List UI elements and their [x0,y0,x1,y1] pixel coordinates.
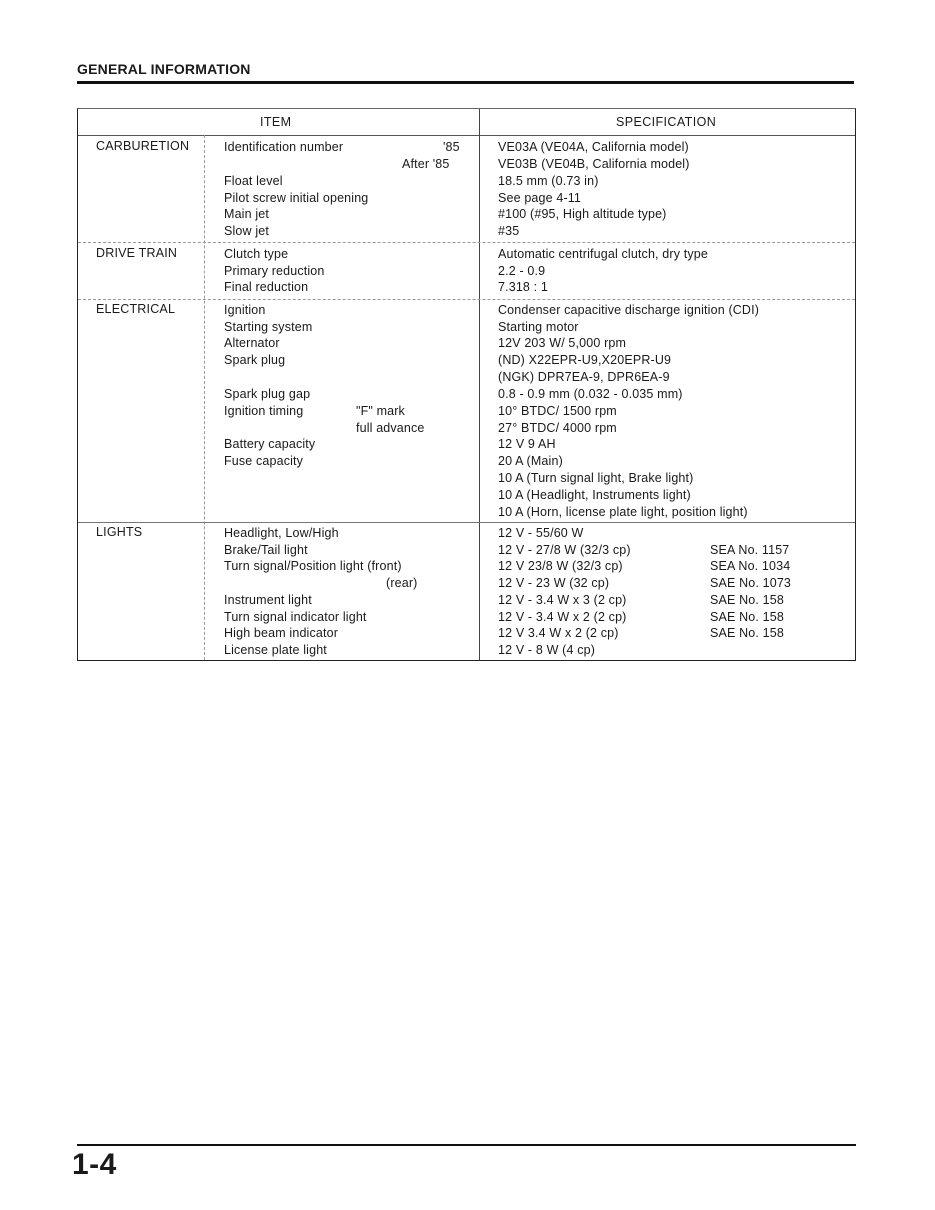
spec-value: 12 V 3.4 W x 2 (2 cp) [498,626,619,640]
table-row [78,224,855,241]
item-label: Main jet [224,207,269,221]
spec-value: (ND) X22EPR-U9,X20EPR-U9 [498,353,672,367]
table-row [78,336,855,353]
page-title: GENERAL INFORMATION [77,61,251,77]
column-header-item: ITEM [260,115,292,129]
item-label: Primary reduction [224,264,325,278]
table-row [78,610,855,627]
item-label: Instrument light [224,593,312,607]
spec-value: 12 V 23/8 W (32/3 cp) [498,559,623,573]
spec-value: 10 A (Turn signal light, Brake light) [498,471,694,485]
spec-value: 10° BTDC/ 1500 rpm [498,404,617,418]
spec-value: 7.318 : 1 [498,280,549,294]
item-label: Turn signal/Position light (front) [224,559,402,573]
spec-value: 18.5 mm (0.73 in) [498,174,599,188]
table-row [78,303,855,320]
footer-rule [77,1144,856,1146]
spec-value: 12 V - 3.4 W x 2 (2 cp) [498,610,627,624]
category-label: LIGHTS [96,525,143,539]
table-row [78,505,855,522]
spec-value: 12 V - 8 W (4 cp) [498,643,596,657]
spec-value: 12V 203 W/ 5,000 rpm [498,336,627,350]
table-row [78,353,855,370]
table-row [78,207,855,224]
table-row [78,437,855,454]
table-row [78,488,855,505]
table-row [78,454,855,471]
spec-value: 10 A (Headlight, Instruments light) [498,488,691,502]
table-row [78,280,855,297]
spec-reference: SEA No. 1157 [710,543,790,557]
spec-value: 10 A (Horn, license plate light, position light) [498,505,748,519]
table-row [78,191,855,208]
table-row [78,174,855,191]
item-label: High beam indicator [224,626,339,640]
table-row [78,421,855,438]
spec-reference: SEA No. 1034 [710,559,791,573]
item-label: Slow jet [224,224,269,238]
spec-value: (NGK) DPR7EA-9, DPR6EA-9 [498,370,670,384]
table-row [78,576,855,593]
table-row [78,140,855,157]
table-row [78,387,855,404]
table-row [78,471,855,488]
spec-value: 12 V - 27/8 W (32/3 cp) [498,543,631,557]
item-sub-label: full advance [356,421,425,435]
table-row [78,643,855,660]
item-label: Identification number [224,140,344,154]
item-label: Starting system [224,320,313,334]
item-label: Spark plug gap [224,387,311,401]
table-row [78,404,855,421]
spec-value: 0.8 - 0.9 mm (0.032 - 0.035 mm) [498,387,683,401]
spec-value: VE03A (VE04A, California model) [498,140,689,154]
category-label: ELECTRICAL [96,302,176,316]
spec-value: #100 (#95, High altitude type) [498,207,667,221]
column-header-specification: SPECIFICATION [616,115,717,129]
item-label: Battery capacity [224,437,316,451]
item-label: Spark plug [224,353,286,367]
spec-value: Starting motor [498,320,579,334]
item-label: Pilot screw initial opening [224,191,369,205]
table-row [78,157,855,174]
item-label: Float level [224,174,283,188]
item-label: Alternator [224,336,280,350]
page-number: 1-4 [72,1148,117,1181]
item-label: Ignition [224,303,266,317]
table-row [78,526,855,543]
spec-value: Condenser capacitive discharge ignition (CDI) [498,303,760,317]
spec-value: 12 V - 3.4 W x 3 (2 cp) [498,593,627,607]
table-row [78,543,855,560]
spec-value: VE03B (VE04B, California model) [498,157,690,171]
item-label: Fuse capacity [224,454,304,468]
group-divider [78,242,855,243]
item-sub-label: "F" mark [356,404,405,418]
spec-value: 12 V - 55/60 W [498,526,584,540]
spec-value: 27° BTDC/ 4000 rpm [498,421,617,435]
item-sub-label: (rear) [386,576,418,590]
spec-reference: SAE No. 158 [710,610,784,624]
item-label: Headlight, Low/High [224,526,339,540]
item-label: Ignition timing [224,404,304,418]
spec-value: 20 A (Main) [498,454,563,468]
spec-value: Automatic centrifugal clutch, dry type [498,247,708,261]
table-row [78,626,855,643]
table-row [78,593,855,610]
spec-value: #35 [498,224,520,238]
group-divider [78,299,855,300]
item-sub-label: After '85 [402,157,450,171]
item-label: Clutch type [224,247,289,261]
specification-table [77,108,856,661]
spec-reference: SAE No. 1073 [710,576,792,590]
item-sub-label: '85 [443,140,460,154]
table-row [78,370,855,387]
spec-reference: SAE No. 158 [710,593,784,607]
table-header [78,109,855,136]
item-label: License plate light [224,643,327,657]
header-rule [77,81,854,84]
spec-value: 12 V - 23 W (32 cp) [498,576,610,590]
item-label: Final reduction [224,280,309,294]
table-row [78,247,855,264]
spec-value: See page 4-11 [498,191,582,205]
category-label: DRIVE TRAIN [96,246,178,260]
spec-value: 2.2 - 0.9 [498,264,546,278]
table-row [78,320,855,337]
spec-reference: SAE No. 158 [710,626,784,640]
group-divider [78,522,855,523]
item-label: Turn signal indicator light [224,610,367,624]
table-row [78,264,855,281]
table-row [78,559,855,576]
item-label: Brake/Tail light [224,543,308,557]
category-label: CARBURETION [96,139,190,153]
spec-value: 12 V 9 AH [498,437,556,451]
